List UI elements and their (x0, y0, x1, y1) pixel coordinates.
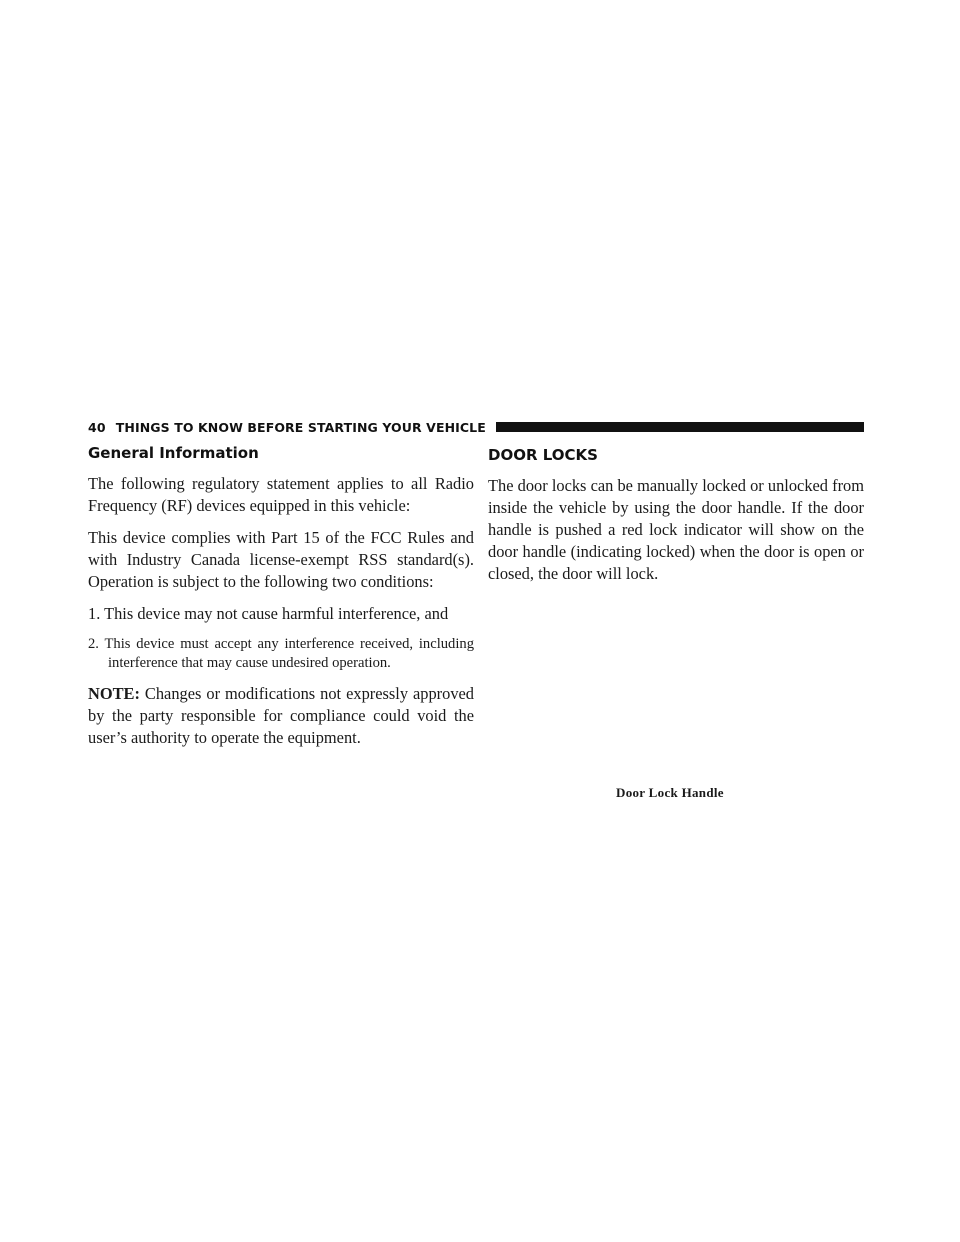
figure-caption: Door Lock Handle (616, 785, 724, 800)
list-item: 2. This device must accept any interference received, including interference that may cause undesired operation. (88, 636, 474, 671)
note-paragraph (88, 683, 474, 749)
section-title: THINGS TO KNOW BEFORE STARTING YOUR VEHICLE (115, 419, 486, 435)
list-item: 1. This device may not cause harmful interference, and (88, 604, 449, 623)
header-rule (496, 422, 864, 432)
door-lock-figure (488, 600, 864, 778)
conditions-list (88, 603, 474, 673)
note-text: Changes or modifications not expressly approved by the party responsible for compliance could void the user’s authority to operate the equipment. (88, 684, 474, 747)
door-locks-heading: DOOR LOCKS (488, 446, 598, 464)
page-header (88, 418, 864, 436)
right-column (488, 441, 864, 595)
door-locks-paragraph: The door locks can be manually locked or unlocked from inside the vehicle by using the door handle. If the door handle is pushed a red lock indicator will show on the door handle (indicating locked) when the door is open or closed, the door will lock. (488, 476, 864, 583)
general-information-heading: General Information (88, 444, 259, 462)
note-label: NOTE: (88, 684, 140, 703)
fcc-compliance-paragraph: This device complies with Part 15 of the FCC Rules and with Industry Canada license-exempt RSS standard(s). Operation is subject to the following two conditions: (88, 528, 474, 591)
page-number: 40 (88, 419, 106, 435)
left-column (88, 441, 474, 759)
regulatory-intro-paragraph: The following regulatory statement applies to all Radio Frequency (RF) devices equipped in this vehicle: (88, 474, 474, 515)
